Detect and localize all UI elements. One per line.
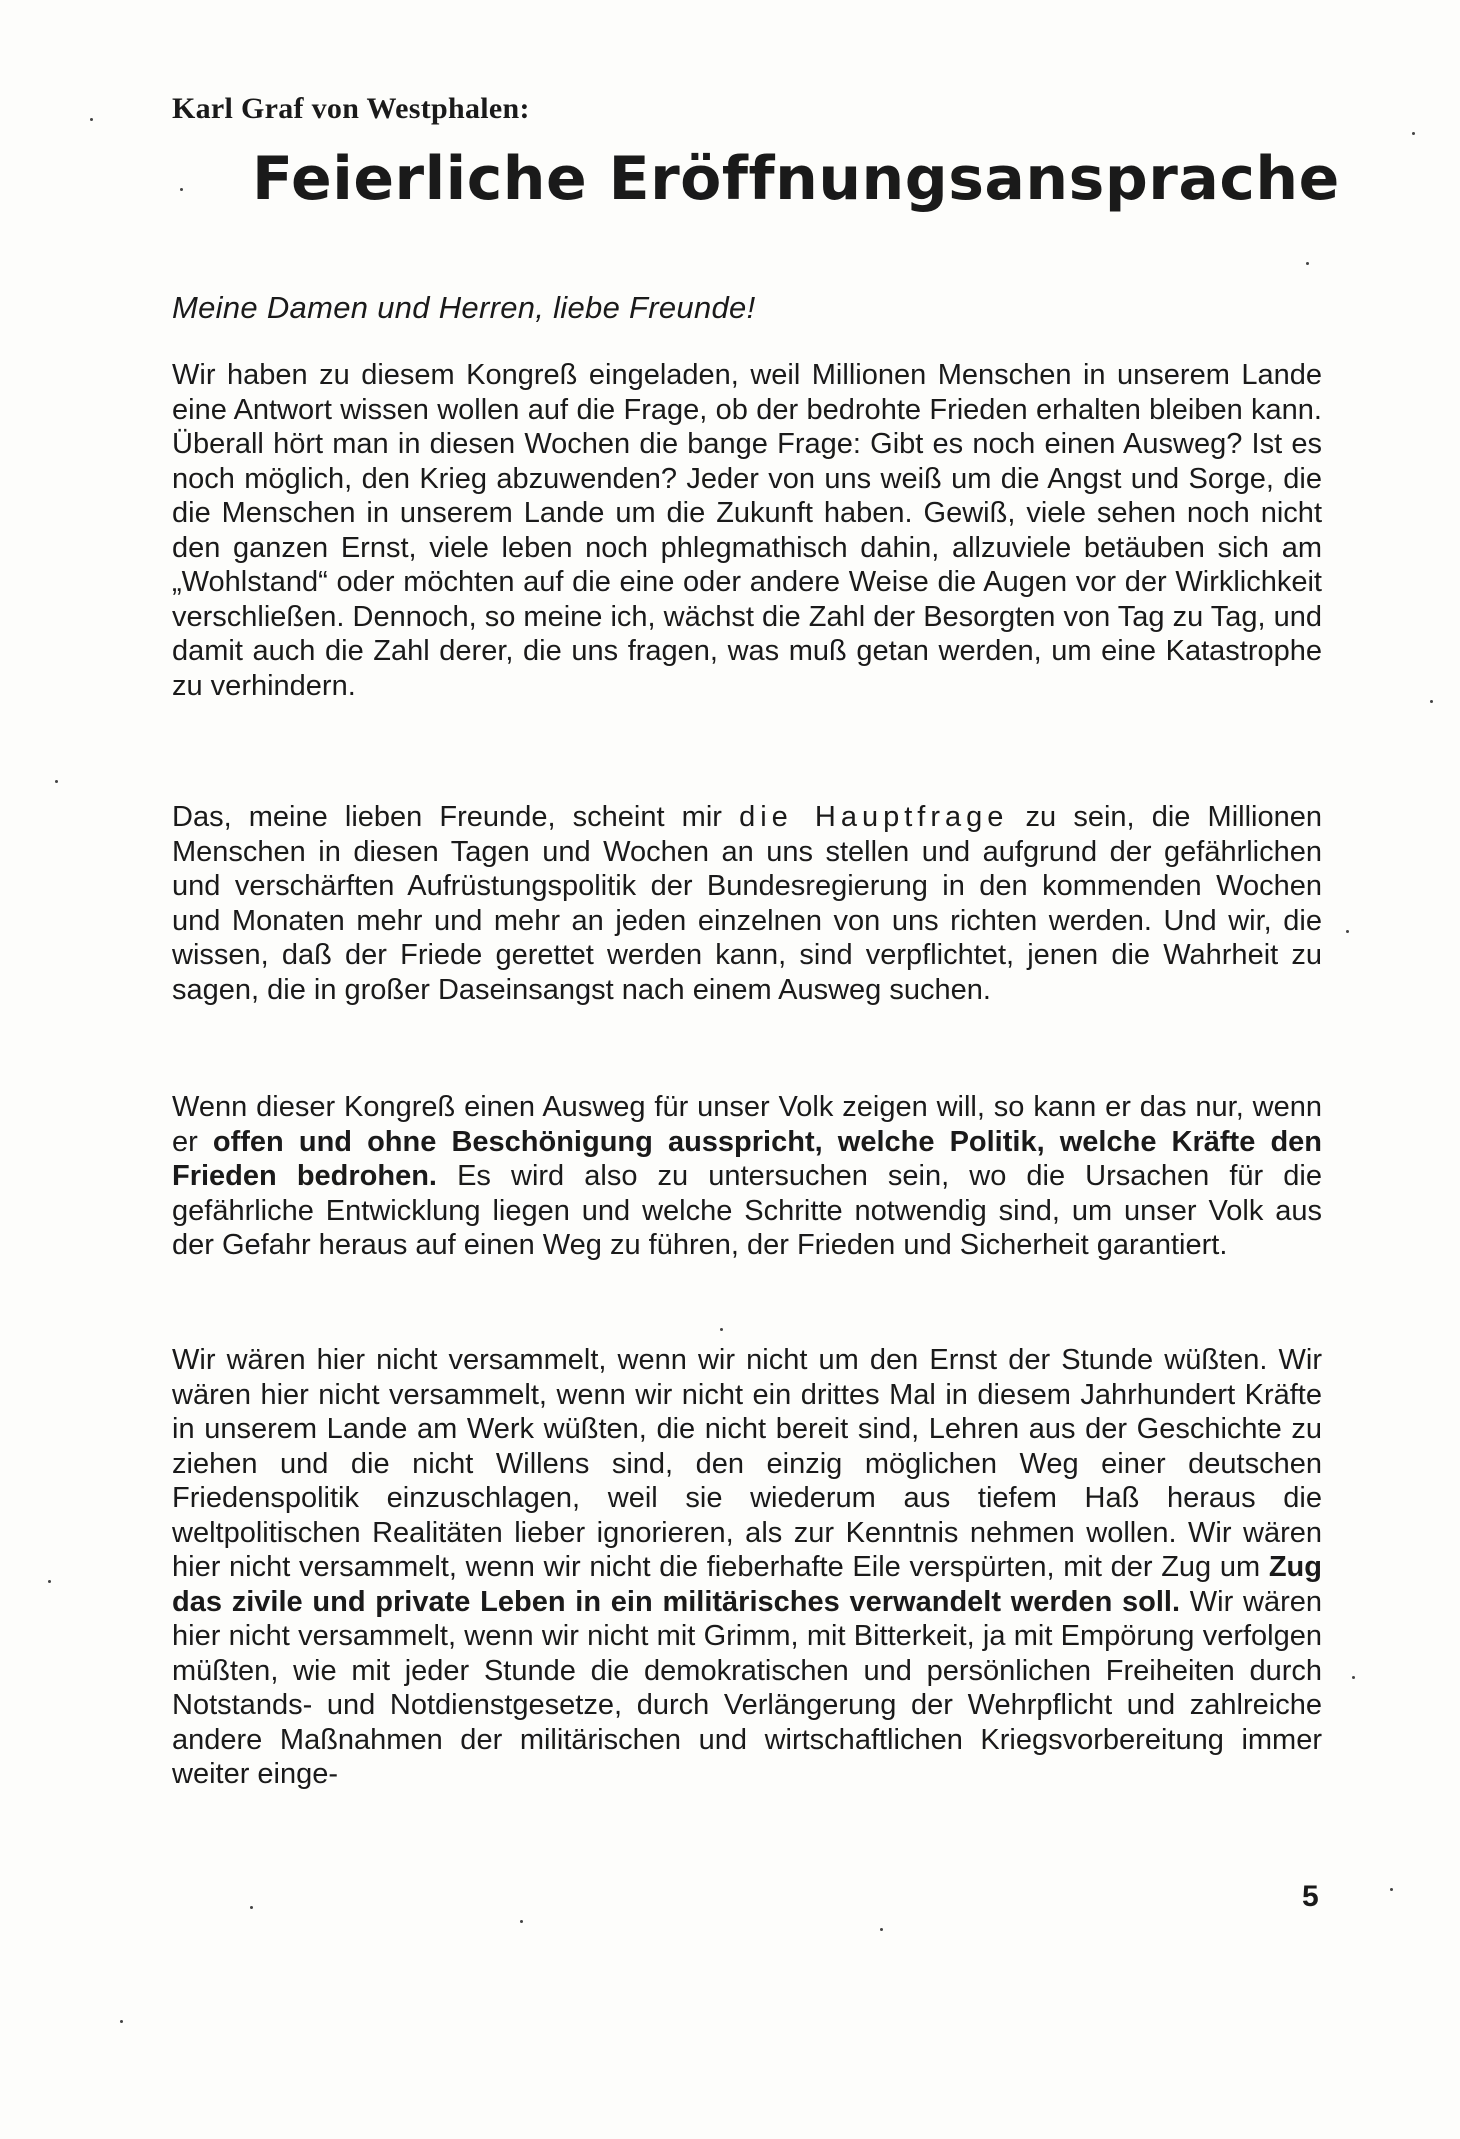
scan-speck <box>90 118 93 121</box>
scan-speck <box>1430 700 1433 703</box>
scan-speck <box>1412 132 1415 135</box>
scan-speck <box>48 1580 51 1583</box>
author-line: Karl Graf von Westphalen: <box>172 92 530 125</box>
scan-speck <box>720 1328 723 1331</box>
page-title: Feierliche Eröffnungsansprache <box>252 144 1340 214</box>
scan-speck <box>520 1920 523 1923</box>
scan-speck <box>250 1906 253 1909</box>
paragraph-text: Wir wären hier nicht versammelt, wenn wir nicht um den Ernst der Stunde wüßten. Wir wären hier nicht versammelt, wenn wir nicht ein drittes Mal in diesem Jahrhundert Kräfte in unserem Lande am Werk wüßten, die nicht bereit sind, Lehren aus der Geschichte zu ziehen und die nicht Willens sind, den einzig möglichen Weg einer deutschen Friedenspolitik einzuschlagen, weil sie wiederum aus tiefem Haß heraus die weltpolitischen Realitäten lieber ignorieren, als zur Kenntnis nehmen wollen. Wir wären hier nicht versammelt, wenn wir nicht die fieberhafte Eile verspürten, mit der Zug um <box>172 1344 1322 1583</box>
paragraph-text: Wir wären hier nicht versammelt, wenn wir nicht mit Grimm, mit Bitterkeit, ja mit Empörung verfolgen müßten, wie mit jeder Stunde die demokratischen und persönlichen Freiheiten durch Notstands- und Notdienstgesetze, durch Verlängerung der Wehrpflicht und zahlreiche andere Maßnahmen der militärischen und wirtschaftlichen Kriegsvorbereitung immer weiter einge- <box>172 1585 1322 1790</box>
scan-speck <box>1346 930 1349 933</box>
page-number: 5 <box>1302 1880 1319 1913</box>
paragraph-text: Es wird also zu untersuchen sein, wo die Ursachen für die gefährliche Entwicklung liegen und welche Schritte notwendig sind, um unser Volk aus der Gefahr heraus auf einen Weg zu führen, der Frieden und Sicherheit garantiert. <box>172 1160 1322 1261</box>
paragraph-text: Wenn dieser Kongreß einen Ausweg für unser Volk zeigen will, so kann er das nur, wenn er <box>172 1091 1322 1158</box>
paragraph-text: zu sein, die Millionen Menschen in diesen Tagen und Wochen an uns stellen und aufgrund der gefährlichen und verschärften Aufrüstungspolitik der Bundesregierung in den kommenden Wochen und Monaten mehr und mehr an jeden einzelnen von uns richten werden. Und wir, die wissen, daß der Friede gerettet werden kann, sind verpflichtet, jenen die Wahrheit zu sagen, die in großer Daseinsangst nach einem Ausweg suchen. <box>172 801 1322 1006</box>
scan-speck <box>1390 1888 1393 1891</box>
scan-speck <box>880 1928 883 1931</box>
scan-speck <box>1352 1676 1355 1679</box>
scan-speck <box>180 188 183 191</box>
paragraph-text: Das, meine lieben Freunde, scheint mir <box>172 801 740 833</box>
paragraph-text: Wir haben zu diesem Kongreß eingeladen, weil Millionen Menschen in unserem Lande eine Antwort wissen wollen auf die Frage, ob der bedrohte Frieden erhalten bleiben kann. Überall hört man in diesen Wochen die bange Frage: Gibt es noch einen Ausweg? Ist es noch möglich, den Krieg abzuwenden? Jeder von uns weiß um die Angst und Sorge, die die Menschen in unserem Lande um die Zukunft haben. Gewiß, viele sehen noch nicht den ganzen Ernst, viele leben noch phlegmathisch dahin, allzuviele betäuben sich am „Wohlstand“ oder möchten auf die eine oder andere Weise die Augen vor der Wirklichkeit verschließen. Dennoch, so meine ich, wächst die Zahl der Besorgten von Tag zu Tag, und damit auch die Zahl derer, die uns fragen, was muß getan werden, um eine Katastrophe zu verhindern. <box>172 359 1322 702</box>
scan-speck <box>55 780 58 783</box>
scan-speck <box>1306 262 1309 265</box>
paragraph <box>172 358 1322 703</box>
paragraph <box>172 1090 1322 1263</box>
paragraph <box>172 1343 1322 1792</box>
emphasis-text: die Hauptfrage <box>739 801 1009 833</box>
emphasis-text: offen und ohne Beschönigung ausspricht, welche Politik, welche Kräfte den Frieden bedrohen. <box>172 1125 1322 1192</box>
salutation: Meine Damen und Herren, liebe Freunde! <box>172 290 756 325</box>
scan-speck <box>120 2020 123 2023</box>
paragraph <box>172 800 1322 1007</box>
emphasis-text: Zug das zivile und private Leben in ein militärisches verwandelt werden soll. <box>172 1551 1322 1618</box>
